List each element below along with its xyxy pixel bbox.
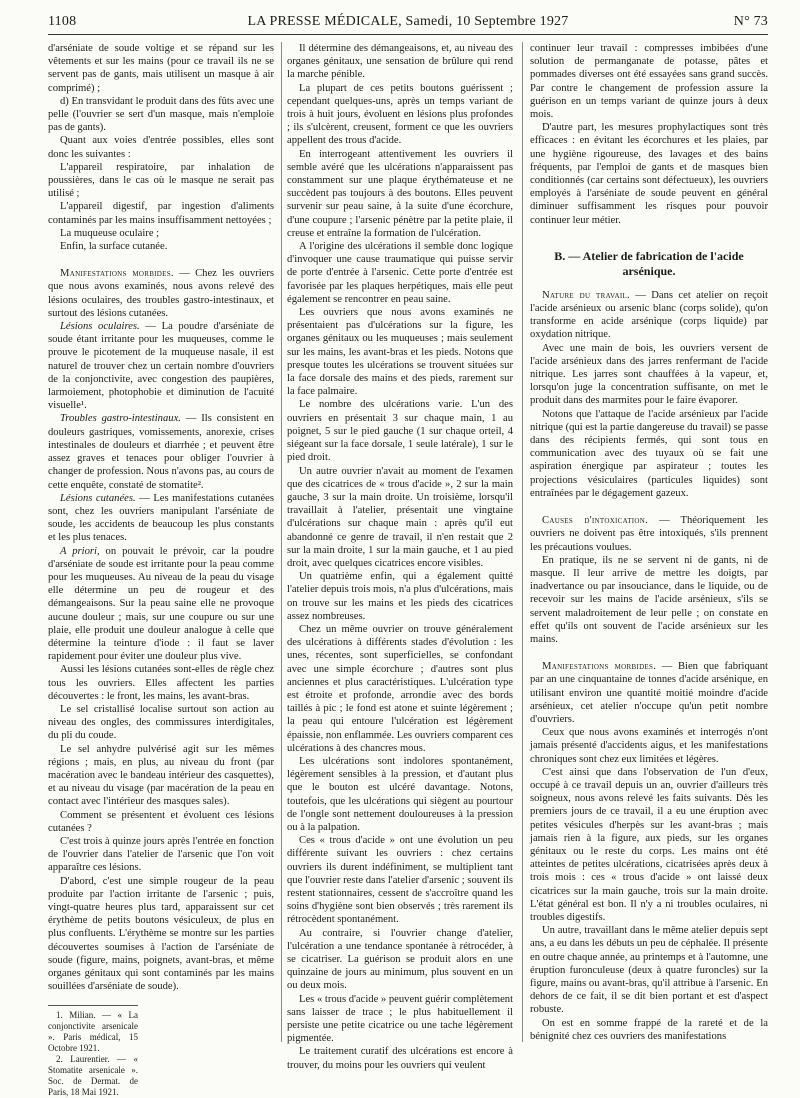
paragraph-text: — Les manifestations cutanées sont, chez les ouvriers manipulant l'arséniate de soude, les accidents de beaucoup les plus constants et les plus tenaces. xyxy=(48,492,274,544)
paragraph xyxy=(48,320,274,412)
paragraph: Quant aux voies d'entrée possibles, elles sont donc les suivantes : xyxy=(48,135,274,160)
column-divider xyxy=(522,42,523,1042)
page-header xyxy=(48,14,768,32)
column-3 xyxy=(530,42,768,1070)
paragraph: Aussi les lésions cutanées sont-elles de règle chez tous les ouvriers. Elles affectent les parties découvertes : le front, les mains, les avant-bras. xyxy=(48,664,274,702)
paragraph: Le sel anhydre pulvérisé agit sur les mêmes régions ; mais, en plus, au niveau du front (par macération avec le bandeau intérieur des casquettes), et au niveau du visage (par macération de la peau en contact avec l'intérieur des masques sales). xyxy=(48,743,274,808)
paragraph: Un autre ouvrier n'avait au moment de l'examen que des cicatrices de « trous d'acide », 2 sur la main gauche, 3 sur la main droite. Un troisième, lorsqu'il travaillait à l'atelier, présentait une vingtaine d'ulcérations sur chaque main : après qu'il eut abandonné ce genre de travail, il n'en restait que 2 sur la main droite, 1 sur la main gauche, et 1 au pied droit, avec quelques cicatrices encore visibles. xyxy=(287,465,513,569)
paragraph: La plupart de ces petits boutons guérissent ; cependant quelques-uns, après un temps variant de trois à huit jours, évoluent en lésions plus profondes ; ils s'ulcèrent, creusent, forment ce que les ouvriers appellent des trous d'acide. xyxy=(287,82,513,147)
column-2 xyxy=(287,42,513,1070)
paragraph: C'est trois à quinze jours après l'entrée en fonction de l'ouvrier dans l'atelier de l'arsenic que l'on voit apparaître ces lésions. xyxy=(48,835,274,874)
paragraph-text: — Bien que fabriquant par an une cinquantaine de tonnes d'acide arsénique, en utilisant environ une quantité moitié moindre d'acide arsénieux, cet atelier n'occupe qu'un petit nombre d'ouvriers. xyxy=(530,661,768,725)
run-in-heading: Lésions cutanées. xyxy=(60,492,136,504)
paragraph: A l'origine des ulcérations il semble donc logique d'invoquer une cause traumatique qui puisse servir de porte d'entrée à l'arsenic. Cette porte d'entrée est favorisée par les plaques herpétiques, mais elle peut également se rencontrer en peau saine. xyxy=(287,241,513,305)
paragraph: On est en somme frappé de la rareté et de la bénignité chez ces ouvriers des manifestations xyxy=(530,1017,768,1042)
paragraph xyxy=(48,492,274,545)
run-in-heading: Manifestations morbides. xyxy=(542,661,657,673)
paragraph xyxy=(48,267,274,320)
paragraph: Notons que l'attaque de l'acide arsénieux par l'acide nitrique (qui est la partie dangereuse du travail) se passe dans des récipients fermés, qui sont tous en communication avec des tuyaux où se fait une aspiration énergique par aspirateur ; toutes les projections vésiculaires (particules liquides) sont entraînées par le dégagement gazeux. xyxy=(530,408,768,499)
footnote: 2. Laurentier. — « Stomatite arsenicale ». Soc. de Dermat. de Paris, 18 Mai 1921. xyxy=(48,1054,138,1098)
paragraph: En interrogeant attentivement les ouvriers il semble avéré que les ulcérations n'apparaissent pas constamment sur une plaque érythémateuse et ne succèdent pas toujours à des boutons. Elles peuvent survenir sur peau saine, à la suite d'une écorchure, d'une coupure ; l'arsenic pénètre par la petite plaie, il creuse et entraîne la formation de l'ulcération. xyxy=(287,148,513,239)
footnotes xyxy=(48,1005,138,1098)
paragraph xyxy=(530,289,768,342)
run-in-heading: Nature du travail. xyxy=(542,289,630,301)
paragraph xyxy=(530,660,768,726)
paragraph: Un quatrième enfin, qui a également quitté l'atelier depuis trois mois, n'a plus d'ulcérations, mais on trouve sur les mains et les pieds des cicatrices assez nombreuses. xyxy=(287,571,513,622)
column-divider xyxy=(281,42,282,1042)
paragraph-text: — Dans cet atelier on reçoit l'acide arsénieux ou arsenic blanc (corps solide), qu'on transforme en acide arsénique (corps liquide) par oxydation nitrique. xyxy=(530,289,768,341)
paragraph-text: on pouvait le prévoir, car la poudre d'arséniate de soude est irritante pour la peau comme pour les muqueuses. Au niveau de la peau du visage elle détermine un peu de rougeur et des démangeaisons. Sur la peau saine elle ne provoque aucune douleur ; mais, sur une coupure ou sur une plaie, elle produit une douleur analogue à celle que détermine la teinture d'iode : il faut se laver rapidement pour éviter une douleur plus vive. xyxy=(48,545,274,663)
run-in-heading: Causes d'intoxication. xyxy=(542,515,649,527)
paragraph: Il détermine des démangeaisons, et, au niveau des organes génitaux, une sensation de brûlure qui rend la marche pénible. xyxy=(287,43,513,81)
paragraph: En pratique, ils ne se servent ni de gants, ni de masque. Il leur arrive de mettre les doigts, par inadvertance ou par insouciance, dans le liquide, ou de recevoir sur les mains de l'acide arsénieux, s'ils se servent maladroitement de leur pelle ; on constate en effet qu'ils ont souvent de l'acide arsénieux sur les mains. xyxy=(530,554,768,645)
run-in-heading: Lésions oculaires. xyxy=(60,321,140,333)
paragraph: continuer leur travail : compresses imbibées d'une solution de permanganate de potasse, pâtes et pommades diverses ont été essayées sans grand succès. Par contre le changement de profession assure la guérison en un temps variant de quinze jours à deux mois. xyxy=(530,43,768,121)
paragraph: L'appareil respiratoire, par inhalation de poussières, dans le cas où le masque ne serait pas utilisé ; xyxy=(48,161,274,200)
paragraph: Les « trous d'acide » peuvent guérir complètement sans laisser de trace ; le plus habituellement il persiste une petite cicatrice ou une tache légèrement pigmentée. xyxy=(287,993,514,1045)
publication-title: LA PRESSE MÉDICALE, Samedi, 10 Septembre 1927 xyxy=(247,14,569,29)
paragraph: La muqueuse oculaire ; xyxy=(60,227,160,239)
column-1 xyxy=(48,42,274,1098)
paragraph xyxy=(530,514,768,554)
paragraph xyxy=(48,545,274,664)
paragraph: Le nombre des ulcérations varie. L'un des ouvriers en présentait 3 sur chaque main, 1 au poignet, 5 sur le pied gauche (1 sur chaque orteil, 4 siégeant sur la face dorsale, 1 seule latérale), 1 sur le pied droit. xyxy=(287,399,513,464)
paragraph: C'est ainsi que dans l'observation de l'un d'eux, occupé à ce travail depuis un an, ouvrier d'ailleurs très soigneux, nous avons relevé les faits suivants. Dès les premiers jours de ce travail, il a eu une éruption avec petites vésicules d'herpès sur les avant-bras ; mais jamais rien à la figure, aux pieds, sur les organes génitaux ou le reste du corps. Les mains ont été atteintes de petites ulcérations, cicatrisées après deux à trois mois : ces « trous d'acide » ont laissé deux cicatrices sur la main gauche, trois sur la main droite. L'état général est bon. Il n'y a ni troubles oculaires, ni troubles digestifs. xyxy=(530,766,768,923)
footnote: 1. Milian. — « La conjonctivite arsenicale ». Paris médical, 15 Octobre 1921. xyxy=(48,1010,138,1054)
paragraph: Au contraire, si l'ouvrier change d'atelier, l'ulcération a une tendance spontanée à rétrocéder, à se cicatriser. La guérison se produit alors en une quinzaine de jours au minimum, plus souvent en un ou deux mois. xyxy=(287,927,513,992)
run-in-heading: Manifestations morbides. xyxy=(60,268,174,280)
paragraph: D'abord, c'est une simple rougeur de la peau produite par l'action irritante de l'arsenic ; puis, vingt-quatre heures plus tard, apparaissent sur cet érythème de petits boutons vésiculeux, de plus en plus confluents. L'érythème se montre sur les parties découvertes soumises à l'action de l'arséniate de soude (figure, mains, poignets, avant-bras, et même organes génitaux qui sont contaminés par les mains souillées d'arséniate de soude). xyxy=(48,875,274,993)
section-title: B. — Atelier de fabrication de l'acide arsénique. xyxy=(554,248,744,278)
paragraph: Avec une main de bois, les ouvriers versent de l'acide arsénieux dans des jarres renfermant de l'acide nitrique. Les jarres sont chauffées à la vapeur, et, lorsqu'on juge la concentration suffisante, on met le produit dans des marmites pour le faire évaporer. xyxy=(530,342,768,407)
paragraph xyxy=(48,412,274,491)
paragraph-text: — Théoriquement les ouvriers ne doivent pas être intoxiqués, s'ils prennent les précautions voulues. xyxy=(530,515,768,553)
paragraph: d'arséniate de soude voltige et se répand sur les vêtements et sur les mains (pour ce travail ils ne se servent pas de gants, mais utilisent un masque à air comprimé) ; xyxy=(48,43,274,94)
paragraph: Le sel cristallisé localise surtout son action au niveau des ongles, des commissures interdigitales, du pli du coude. xyxy=(48,703,274,742)
page-number: 1108 xyxy=(48,14,77,29)
paragraph: D'autre part, les mesures prophylactiques sont très efficaces : en évitant les écorchures et les plaies, par une hygiène rigoureuse, des lavages et des bains fréquents, par l'emploi de gants et de masques bien conditionnés (car certains sont défectueux), les ouvriers employés à l'arséniate de soude peuvent en général diminuer suffisamment les risques pour pouvoir continuer leur métier. xyxy=(530,122,768,226)
paragraph-text: — Ils consistent en douleurs gastriques, vomissements, anorexie, crises intestinales de douleurs et diarrhée ; et peuvent être assez graves et tenaces pour obliger l'ouvrier à changer de profession. Nous n'avons pas, au cours de cette enquête, constaté de stomatite². xyxy=(48,413,274,491)
paragraph: Enfin, la surface cutanée. xyxy=(60,241,168,253)
paragraph-text: — Chez les ouvriers que nous avons examinés, nous avons relevé des lésions oculaires, des troubles gastro-intestinaux, et surtout des lésions cutanées. xyxy=(48,268,274,319)
run-in-heading: Troubles gastro-intestinaux. xyxy=(60,413,181,425)
header-rule xyxy=(48,34,768,35)
paragraph: Chez un même ouvrier on trouve généralement des ulcérations à différents stades d'évolution : les unes, récentes, sont superficielles, se confondant avec une simple écorchure ; d'autres sont plus anciennes et plus caractéristiques. L'ulcération type est étroite et profonde, arrondie avec des bords taillés à pic ; le fond est atone et suinte légèrement ; la peau qui entoure l'ulcération est légèrement épaissie, non enflammée. Les ouvriers comparent ces ulcérations à des chancres mous. xyxy=(287,623,513,754)
run-in-heading: A priori, xyxy=(60,545,100,557)
paragraph: Les ouvriers que nous avons examinés ne présentaient pas d'ulcérations sur la figure, les organes génitaux ou les muqueuses ; mais seulement sur les mains, les avant-bras et les pieds. Notons que presque toutes les ulcérations se trouvent situées sur la face dorsale des mains et des pieds, rarement sur la face palmaire. xyxy=(287,307,513,398)
paragraph: Le traitement curatif des ulcérations est encore à trouver, du moins pour les ouvriers qui veulent xyxy=(287,1046,513,1071)
paragraph: d) En transvidant le produit dans des fûts avec une pelle (l'ouvrier se sert d'un masque, mais n'emploie pas de gants). xyxy=(48,95,274,134)
paragraph: Comment se présentent et évoluent ces lésions cutanées ? xyxy=(48,809,274,834)
issue-number: N° 73 xyxy=(733,14,768,29)
paragraph: Ces « trous d'acide » ont une évolution un peu différente suivant les ouvriers : chez certains ouvriers ils durent indéfiniment, se multiplient tant que l'ouvrier reste dans l'atelier d'arsenic ; souvent ils restent stationnaires, cessent de s'accroître quand les soins d'hygiène sont bien observés ; très rarement ils rétrocèdent spontanément. xyxy=(287,835,513,926)
paragraph: Les ulcérations sont indolores spontanément, légèrement sensibles à la pression, et d'autant plus que le bouton est ulcéré davantage. Notons, toutefois, que les ulcérations qui siègent au pourtour de l'ongle sont nettement douloureuses à la pression ou à la palpation. xyxy=(287,755,513,833)
paragraph: Ceux que nous avons examinés et interrogés n'ont jamais présenté d'accidents aigus, et les manifestations chroniques sont chez eux limitées et légères. xyxy=(530,727,768,765)
paragraph-text: — La poudre d'arséniate de soude étant irritante pour les muqueuses, comme le prouve le picotement de la muqueuse nasale, il est naturel de trouver chez un certain nombre d'ouvriers de la conjonctivite, avec congestion des paupières, larmoiement, photophobie et diminution de l'acuité visuelle¹. xyxy=(48,321,274,412)
paragraph: L'appareil digestif, par ingestion d'aliments contaminés par les mains insuffisamment nettoyées ; xyxy=(48,201,274,226)
paragraph: Un autre, travaillant dans le même atelier depuis sept ans, a eu dans les débuts un peu de céphalée. Il présente en outre chaque année, au printemps et à l'automne, une éruption furonculeuse (deux à quatre furoncles) sur la figure, mains ou avant-bras, qu'il attribue à l'arsenic. En dehors de ce fait, il se dit bien portant et est d'aspect robuste. xyxy=(530,925,768,1016)
